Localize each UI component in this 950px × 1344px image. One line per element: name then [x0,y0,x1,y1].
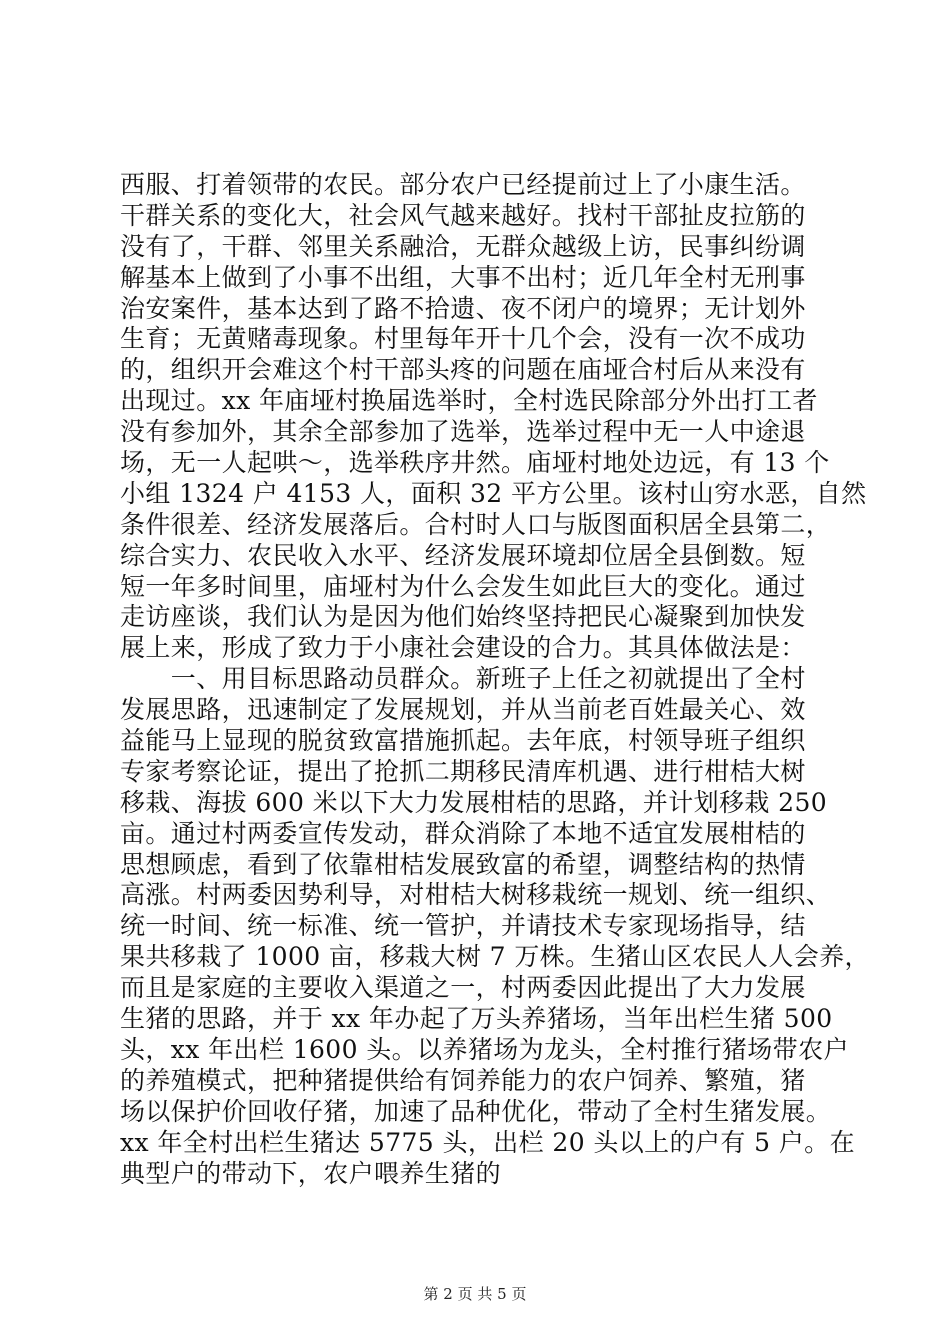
text-line: 综合实力、农民收入水平、经济发展环境却位居全县倒数。短 [120,540,806,570]
text-line: 西服、打着领带的农民。部分农户已经提前过上了小康生活。 [120,170,806,199]
text-line: 移栽、海拔 600 米以下大力发展柑桔的思路，并计划移栽 250 [120,787,828,817]
text-line: 解基本上做到了小事不出组，大事不出村；近几年全村无刑事 [120,262,806,292]
text-line: 益能马上显现的脱贫致富措施抓起。去年底，村领导班子组织 [120,726,806,756]
text-line: 果共移栽了 1000 亩，移栽大树 7 万株。生猪山区农民人人会养， [120,942,870,972]
text-line: 思想顾虑，看到了依靠柑桔发展致富的希望，调整结构的热情 [120,849,806,879]
text-line: 展上来，形成了致力于小康社会建设的合力。其具体做法是： [120,633,806,663]
text-line: 小组 1324 户 4153 人，面积 32 平方公里。该村山穷水恶，自然 [120,478,867,508]
text-line: 走访座谈，我们认为是因为他们始终坚持把民心凝聚到加快发 [120,602,806,632]
text-line: 场，无一人起哄～，选举秩序井然。庙垭村地处边远，有 13 个 [120,448,830,478]
text-line: 一、用目标思路动员群众。新班子上任之初就提出了全村 [120,664,806,694]
text-line: 没有了，干群、邻里关系融洽，无群众越级上访，民事纠纷调 [120,231,806,261]
text-line: 亩。通过村两委宣传发动，群众消除了本地不适宜发展柑桔的 [120,818,806,848]
text-line: 出现过。xx 年庙垭村换届选举时，全村选民除部分外出打工者 [120,386,818,416]
text-line: 的，组织开会难这个村干部头疼的问题在庙垭合村后从来没有 [120,355,806,385]
text-line: xx 年全村出栏生猪达 5775 头，出栏 20 头以上的户有 5 户。在 [120,1127,855,1157]
text-line: 生育；无黄赌毒现象。村里每年开十几个会，没有一次不成功 [120,324,806,354]
text-line: 没有参加外，其余全部参加了选举，选举过程中无一人中途退 [120,417,806,447]
text-line: 生猪的思路，并于 xx 年办起了万头养猪场，当年出栏生猪 500 [120,1004,833,1034]
body-text [120,170,870,1189]
text-line: 发展思路，迅速制定了发展规划，并从当前老百姓最关心、效 [120,695,806,725]
text-line: 干群关系的变化大，社会风气越来越好。找村干部扯皮拉筋的 [120,200,806,230]
text-line: 的养殖模式，把种猪提供给有饲养能力的农户饲养、繁殖，猪 [120,1065,806,1095]
text-line: 典型户的带动下，农户喂养生猪的 [120,1158,502,1188]
text-line: 条件很差、经济发展落后。合村时人口与版图面积居全县第二， [120,509,832,539]
text-line: 专家考察论证，提出了抢抓二期移民清库机遇、进行柑桔大树 [120,756,806,786]
text-line: 高涨。村两委因势利导，对柑桔大树移栽统一规划、统一组织、 [120,880,832,910]
text-line: 场以保护价回收仔猪，加速了品种优化，带动了全村生猪发展。 [120,1096,832,1126]
text-line: 而且是家庭的主要收入渠道之一，村两委因此提出了大力发展 [120,973,806,1003]
page-number-footer: 第 2 页 共 5 页 [423,1285,527,1303]
text-line: 统一时间、统一标准、统一管护，并请技术专家现场指导，结 [120,911,806,941]
text-line: 头，xx 年出栏 1600 头。以养猪场为龙头，全村推行猪场带农户 [120,1034,849,1064]
text-line: 短一年多时间里，庙垭村为什么会发生如此巨大的变化。通过 [120,571,806,601]
text-line: 治安案件，基本达到了路不拾遗、夜不闭户的境界；无计划外 [120,293,806,323]
